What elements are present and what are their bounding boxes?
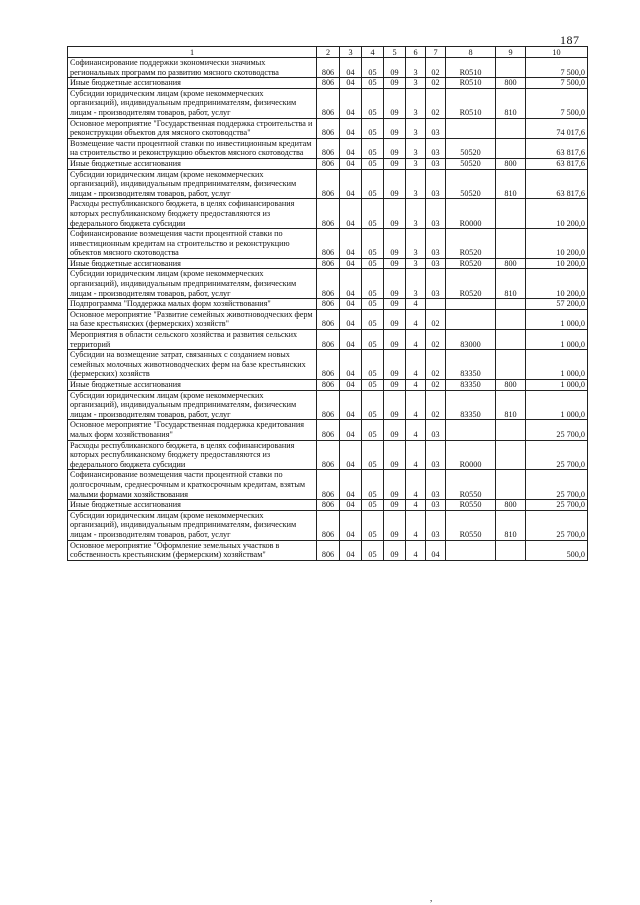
col-2: 806 — [317, 269, 340, 299]
col-4: 05 — [362, 258, 384, 269]
col-10-amount: 74 017,6 — [526, 118, 588, 138]
col-6: 3 — [406, 229, 426, 259]
table-header-row — [68, 47, 588, 58]
col-9: 800 — [496, 500, 526, 511]
col-4: 05 — [362, 420, 384, 440]
header-col-4: 4 — [362, 47, 384, 58]
col-8: 50520 — [446, 169, 496, 199]
col-9 — [496, 199, 526, 229]
table-row — [68, 420, 588, 440]
table-row — [68, 138, 588, 158]
col-5: 09 — [384, 440, 406, 470]
col-4: 05 — [362, 269, 384, 299]
col-5: 09 — [384, 78, 406, 89]
col-7: 03 — [426, 500, 446, 511]
col-10-amount: 1 000,0 — [526, 380, 588, 391]
col-4: 05 — [362, 390, 384, 420]
table-row — [68, 380, 588, 391]
col-3: 04 — [340, 309, 362, 329]
col-7 — [426, 299, 446, 310]
table-row — [68, 118, 588, 138]
col-6: 3 — [406, 169, 426, 199]
row-name: Субсидии юридическим лицам (кроме некоммерческих организаций), индивидуальным предпринимателям, физическим лицам - производителям товаров, работ, услуг — [68, 169, 317, 199]
col-4: 05 — [362, 78, 384, 89]
col-2: 806 — [317, 258, 340, 269]
col-3: 04 — [340, 330, 362, 350]
col-6: 4 — [406, 440, 426, 470]
col-2: 806 — [317, 470, 340, 500]
col-7: 03 — [426, 258, 446, 269]
col-8: R0510 — [446, 88, 496, 118]
col-7: 02 — [426, 330, 446, 350]
col-6: 4 — [406, 309, 426, 329]
col-2: 806 — [317, 440, 340, 470]
col-4: 05 — [362, 88, 384, 118]
col-5: 09 — [384, 309, 406, 329]
col-6: 4 — [406, 500, 426, 511]
table-row — [68, 540, 588, 560]
col-10-amount: 7 500,0 — [526, 58, 588, 78]
table-row — [68, 350, 588, 380]
col-10-amount: 63 817,6 — [526, 138, 588, 158]
col-4: 05 — [362, 199, 384, 229]
col-3: 04 — [340, 390, 362, 420]
col-10-amount: 500,0 — [526, 540, 588, 560]
col-5: 09 — [384, 229, 406, 259]
col-8: R0520 — [446, 269, 496, 299]
col-3: 04 — [340, 540, 362, 560]
col-6: 3 — [406, 88, 426, 118]
col-6: 3 — [406, 269, 426, 299]
col-8: R0510 — [446, 58, 496, 78]
table-row — [68, 78, 588, 89]
col-7: 03 — [426, 269, 446, 299]
table-row — [68, 470, 588, 500]
header-col-2: 2 — [317, 47, 340, 58]
col-7: 02 — [426, 350, 446, 380]
header-col-3: 3 — [340, 47, 362, 58]
col-6: 3 — [406, 258, 426, 269]
col-4: 05 — [362, 158, 384, 169]
header-col-10: 10 — [526, 47, 588, 58]
table-row — [68, 169, 588, 199]
row-name: Основное мероприятие "Государственная поддержка строительства и реконструкции объектов для мясного скотоводства" — [68, 118, 317, 138]
col-6: 3 — [406, 138, 426, 158]
table-row — [68, 269, 588, 299]
col-5: 09 — [384, 169, 406, 199]
col-6: 4 — [406, 510, 426, 540]
col-6: 4 — [406, 540, 426, 560]
row-name: Иные бюджетные ассигнования — [68, 380, 317, 391]
col-8: R0000 — [446, 199, 496, 229]
col-3: 04 — [340, 158, 362, 169]
col-6: 4 — [406, 330, 426, 350]
table-row — [68, 440, 588, 470]
table-row — [68, 58, 588, 78]
col-7: 03 — [426, 118, 446, 138]
col-6: 4 — [406, 470, 426, 500]
col-7: 02 — [426, 390, 446, 420]
col-8 — [446, 420, 496, 440]
col-4: 05 — [362, 510, 384, 540]
col-6: 3 — [406, 118, 426, 138]
table-body — [68, 58, 588, 561]
col-8 — [446, 299, 496, 310]
bottom-mark: , — [430, 893, 433, 903]
row-name: Софинансирование поддержки экономически значимых региональных программ по развитию мясного скотоводства — [68, 58, 317, 78]
col-9: 810 — [496, 510, 526, 540]
col-10-amount: 1 000,0 — [526, 390, 588, 420]
col-7: 03 — [426, 440, 446, 470]
col-7: 03 — [426, 169, 446, 199]
table-row — [68, 309, 588, 329]
col-7: 02 — [426, 88, 446, 118]
col-2: 806 — [317, 299, 340, 310]
col-2: 806 — [317, 540, 340, 560]
col-6: 3 — [406, 158, 426, 169]
row-name: Субсидии юридическим лицам (кроме некоммерческих организаций), индивидуальным предпринимателям, физическим лицам - производителям товаров, работ, услуг — [68, 269, 317, 299]
col-3: 04 — [340, 169, 362, 199]
col-7: 02 — [426, 380, 446, 391]
col-6: 3 — [406, 78, 426, 89]
col-10-amount: 63 817,6 — [526, 169, 588, 199]
col-10-amount: 1 000,0 — [526, 350, 588, 380]
col-8: 83350 — [446, 380, 496, 391]
col-4: 05 — [362, 309, 384, 329]
col-5: 09 — [384, 258, 406, 269]
row-name: Иные бюджетные ассигнования — [68, 158, 317, 169]
col-7: 03 — [426, 199, 446, 229]
col-6: 4 — [406, 420, 426, 440]
col-4: 05 — [362, 500, 384, 511]
col-5: 09 — [384, 330, 406, 350]
row-name: Иные бюджетные ассигнования — [68, 78, 317, 89]
col-4: 05 — [362, 330, 384, 350]
header-col-6: 6 — [406, 47, 426, 58]
col-8: R0550 — [446, 470, 496, 500]
table-row — [68, 299, 588, 310]
row-name: Субсидии юридическим лицам (кроме некоммерческих организаций), индивидуальным предпринимателям, физическим лицам - производителям товаров, работ, услуг — [68, 88, 317, 118]
col-3: 04 — [340, 269, 362, 299]
col-5: 09 — [384, 380, 406, 391]
row-name: Основное мероприятие "Оформление земельных участков в собственность крестьянским (фермерским) хозяйствам" — [68, 540, 317, 560]
col-9 — [496, 440, 526, 470]
col-4: 05 — [362, 169, 384, 199]
table-row — [68, 390, 588, 420]
col-5: 09 — [384, 158, 406, 169]
col-9 — [496, 420, 526, 440]
row-name: Основное мероприятие "Развитие семейных животноводческих ферм на базе крестьянских (фермерских) хозяйств" — [68, 309, 317, 329]
col-5: 09 — [384, 88, 406, 118]
col-2: 806 — [317, 500, 340, 511]
col-8: R0510 — [446, 78, 496, 89]
col-4: 05 — [362, 138, 384, 158]
table-row — [68, 158, 588, 169]
col-9: 800 — [496, 158, 526, 169]
col-5: 09 — [384, 350, 406, 380]
col-8: R0550 — [446, 510, 496, 540]
col-2: 806 — [317, 58, 340, 78]
header-col-5: 5 — [384, 47, 406, 58]
col-2: 806 — [317, 199, 340, 229]
col-3: 04 — [340, 199, 362, 229]
col-3: 04 — [340, 380, 362, 391]
table-row — [68, 258, 588, 269]
col-3: 04 — [340, 88, 362, 118]
col-4: 05 — [362, 350, 384, 380]
col-9: 810 — [496, 88, 526, 118]
col-6: 4 — [406, 299, 426, 310]
row-name: Иные бюджетные ассигнования — [68, 500, 317, 511]
table-row — [68, 510, 588, 540]
col-3: 04 — [340, 350, 362, 380]
col-3: 04 — [340, 118, 362, 138]
col-9: 810 — [496, 269, 526, 299]
col-9 — [496, 330, 526, 350]
col-2: 806 — [317, 118, 340, 138]
row-name: Основное мероприятие "Государственная поддержка кредитования малых форм хозяйствования" — [68, 420, 317, 440]
col-2: 806 — [317, 420, 340, 440]
col-10-amount: 7 500,0 — [526, 78, 588, 89]
col-9 — [496, 229, 526, 259]
col-6: 4 — [406, 350, 426, 380]
col-10-amount: 57 200,0 — [526, 299, 588, 310]
col-10-amount: 10 200,0 — [526, 199, 588, 229]
col-3: 04 — [340, 138, 362, 158]
page-number: 187 — [560, 33, 580, 47]
table-row — [68, 88, 588, 118]
col-2: 806 — [317, 138, 340, 158]
col-3: 04 — [340, 440, 362, 470]
col-9: 810 — [496, 390, 526, 420]
col-4: 05 — [362, 118, 384, 138]
col-7: 02 — [426, 58, 446, 78]
col-3: 04 — [340, 420, 362, 440]
col-3: 04 — [340, 78, 362, 89]
table-row — [68, 330, 588, 350]
col-5: 09 — [384, 118, 406, 138]
col-9: 800 — [496, 258, 526, 269]
col-8: R0520 — [446, 229, 496, 259]
col-10-amount: 7 500,0 — [526, 88, 588, 118]
col-9: 800 — [496, 78, 526, 89]
col-10-amount: 10 200,0 — [526, 269, 588, 299]
col-6: 4 — [406, 390, 426, 420]
col-4: 05 — [362, 229, 384, 259]
col-9 — [496, 118, 526, 138]
col-8: 83350 — [446, 390, 496, 420]
col-10-amount: 10 200,0 — [526, 258, 588, 269]
col-3: 04 — [340, 58, 362, 78]
col-10-amount: 25 700,0 — [526, 470, 588, 500]
col-4: 05 — [362, 58, 384, 78]
col-3: 04 — [340, 229, 362, 259]
col-3: 04 — [340, 258, 362, 269]
col-2: 806 — [317, 88, 340, 118]
col-5: 09 — [384, 269, 406, 299]
row-name: Возмещение части процентной ставки по инвестиционным кредитам на строительство и реконструкцию объектов мясного скотоводства — [68, 138, 317, 158]
col-9 — [496, 138, 526, 158]
col-9 — [496, 350, 526, 380]
col-10-amount: 25 700,0 — [526, 510, 588, 540]
col-10-amount: 25 700,0 — [526, 440, 588, 470]
row-name: Субсидии юридическим лицам (кроме некоммерческих организаций), индивидуальным предпринимателям, физическим лицам - производителям товаров, работ, услуг — [68, 510, 317, 540]
table-row — [68, 199, 588, 229]
budget-table — [67, 46, 588, 561]
col-10-amount: 63 817,6 — [526, 158, 588, 169]
col-4: 05 — [362, 540, 384, 560]
col-8 — [446, 309, 496, 329]
row-name: Расходы республиканского бюджета, в целях софинансирования которых республиканскому бюджету предоставляются из федерального бюджета субсидии — [68, 199, 317, 229]
col-4: 05 — [362, 380, 384, 391]
header-col-7: 7 — [426, 47, 446, 58]
col-6: 3 — [406, 199, 426, 229]
col-2: 806 — [317, 158, 340, 169]
col-7: 03 — [426, 138, 446, 158]
col-6: 3 — [406, 58, 426, 78]
col-7: 04 — [426, 540, 446, 560]
col-5: 09 — [384, 420, 406, 440]
row-name: Подпрограмма "Поддержка малых форм хозяйствования" — [68, 299, 317, 310]
col-7: 03 — [426, 158, 446, 169]
col-2: 806 — [317, 229, 340, 259]
table-row — [68, 500, 588, 511]
row-name: Расходы республиканского бюджета, в целях софинансирования которых республиканскому бюджету предоставляются из федерального бюджета субсидии — [68, 440, 317, 470]
col-8: 50520 — [446, 138, 496, 158]
col-10-amount: 1 000,0 — [526, 309, 588, 329]
col-8: R0000 — [446, 440, 496, 470]
col-3: 04 — [340, 299, 362, 310]
col-2: 806 — [317, 350, 340, 380]
col-7: 03 — [426, 470, 446, 500]
col-2: 806 — [317, 309, 340, 329]
col-8: 50520 — [446, 158, 496, 169]
row-name: Субсидии юридическим лицам (кроме некоммерческих организаций), индивидуальным предпринимателям, физическим лицам - производителям товаров, работ, услуг — [68, 390, 317, 420]
col-3: 04 — [340, 470, 362, 500]
col-5: 09 — [384, 390, 406, 420]
col-4: 05 — [362, 440, 384, 470]
col-9: 800 — [496, 380, 526, 391]
col-10-amount: 10 200,0 — [526, 229, 588, 259]
col-10-amount: 25 700,0 — [526, 500, 588, 511]
col-7: 02 — [426, 309, 446, 329]
col-2: 806 — [317, 380, 340, 391]
col-9 — [496, 540, 526, 560]
col-9 — [496, 309, 526, 329]
col-5: 09 — [384, 199, 406, 229]
col-5: 09 — [384, 58, 406, 78]
col-5: 09 — [384, 510, 406, 540]
col-8: 83000 — [446, 330, 496, 350]
col-5: 09 — [384, 500, 406, 511]
col-8: R0550 — [446, 500, 496, 511]
col-5: 09 — [384, 299, 406, 310]
col-9: 810 — [496, 169, 526, 199]
col-3: 04 — [340, 510, 362, 540]
col-4: 05 — [362, 299, 384, 310]
col-7: 03 — [426, 420, 446, 440]
row-name: Софинансирование возмещения части процентной ставки по инвестиционным кредитам на строительство и реконструкцию объектов мясного скотоводства — [68, 229, 317, 259]
col-9 — [496, 58, 526, 78]
col-5: 09 — [384, 540, 406, 560]
col-2: 806 — [317, 510, 340, 540]
col-2: 806 — [317, 78, 340, 89]
header-col-1: 1 — [68, 47, 317, 58]
col-6: 4 — [406, 380, 426, 391]
col-10-amount: 1 000,0 — [526, 330, 588, 350]
col-4: 05 — [362, 470, 384, 500]
col-2: 806 — [317, 390, 340, 420]
col-7: 03 — [426, 510, 446, 540]
col-3: 04 — [340, 500, 362, 511]
col-2: 806 — [317, 169, 340, 199]
row-name: Субсидии на возмещение затрат, связанных с созданием новых семейных молочных животноводческих ферм на базе крестьянских (фермерских) хозяйств — [68, 350, 317, 380]
col-8 — [446, 118, 496, 138]
col-2: 806 — [317, 330, 340, 350]
col-7: 02 — [426, 78, 446, 89]
header-col-8: 8 — [446, 47, 496, 58]
row-name: Софинансирование возмещения части процентной ставки по долгосрочным, среднесрочным и краткосрочным кредитам, взятым малыми формами хозяйствования — [68, 470, 317, 500]
row-name: Мероприятия в области сельского хозяйства и развития сельских территорий — [68, 330, 317, 350]
table-row — [68, 229, 588, 259]
col-10-amount: 25 700,0 — [526, 420, 588, 440]
col-5: 09 — [384, 138, 406, 158]
col-9 — [496, 470, 526, 500]
col-8: 83350 — [446, 350, 496, 380]
col-8 — [446, 540, 496, 560]
col-5: 09 — [384, 470, 406, 500]
row-name: Иные бюджетные ассигнования — [68, 258, 317, 269]
header-col-9: 9 — [496, 47, 526, 58]
col-7: 03 — [426, 229, 446, 259]
col-9 — [496, 299, 526, 310]
col-8: R0520 — [446, 258, 496, 269]
